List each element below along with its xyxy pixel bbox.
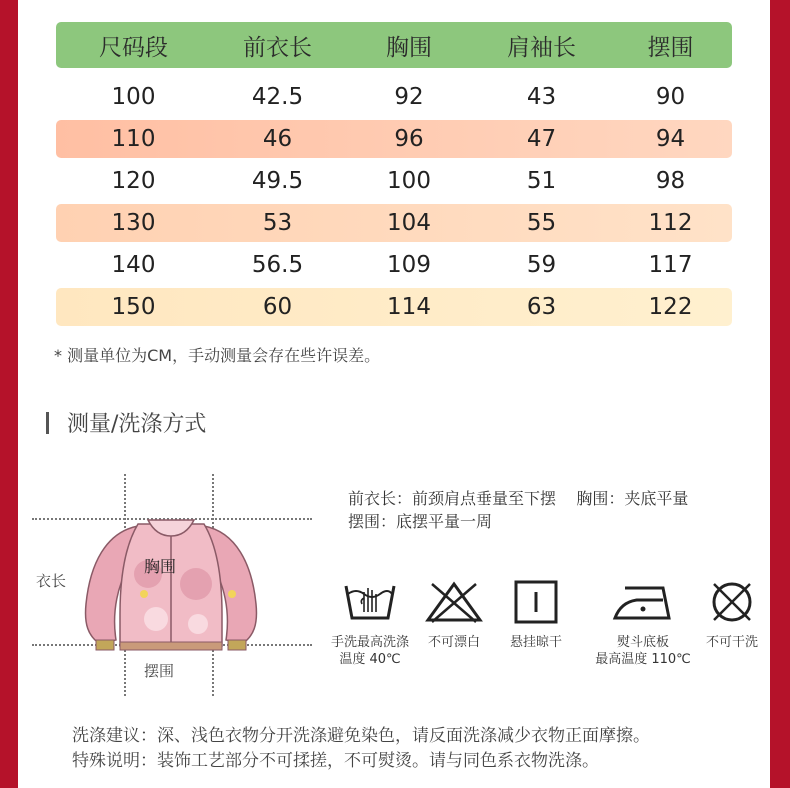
table-row xyxy=(56,120,732,158)
care-item xyxy=(330,578,410,668)
description-line xyxy=(348,510,688,533)
iron-icon xyxy=(611,578,675,624)
header-chest: 胸围 xyxy=(386,34,432,61)
table-cell: 92 xyxy=(394,84,424,110)
section-title-text: 测量/洗涤方式 xyxy=(67,412,207,437)
caption-line: 不可干洗 xyxy=(705,635,758,650)
description-text: 前衣长：前颈肩点垂量至下摆 胸围：夹底平量 xyxy=(348,489,689,508)
header-hem: 摆围 xyxy=(647,34,694,61)
table-cell: 117 xyxy=(648,252,693,278)
wash-advice-block xyxy=(72,724,650,774)
table-header xyxy=(56,22,732,68)
description-line xyxy=(348,487,688,510)
table-cell: 112 xyxy=(648,210,693,236)
table-cell: 55 xyxy=(526,210,557,236)
table-cell: 46 xyxy=(262,126,293,152)
table-cell: 42.5 xyxy=(251,84,304,110)
table-cell: 96 xyxy=(394,126,424,152)
size-table xyxy=(56,22,732,326)
table-cell: 120 xyxy=(111,168,156,194)
table-cell: 63 xyxy=(526,294,557,320)
table-cell: 49.5 xyxy=(251,168,304,194)
table-cell: 104 xyxy=(387,210,431,236)
table-cell: 109 xyxy=(387,252,431,278)
care-caption xyxy=(588,634,698,668)
caption-line: 最高温度 110℃ xyxy=(595,652,691,667)
jacket-diagram xyxy=(28,470,328,700)
measurement-note: * 测量单位为CM，手动测量会存在些许误差。 xyxy=(54,346,381,365)
care-item xyxy=(496,578,576,651)
table-cell: 51 xyxy=(526,168,557,194)
table-cell: 140 xyxy=(111,252,156,278)
size-guide-page xyxy=(18,0,770,788)
table-row xyxy=(56,162,732,200)
section-bar-icon xyxy=(46,412,49,434)
caption-line: 不可漂白 xyxy=(427,635,480,650)
care-item xyxy=(588,578,698,668)
caption-line: 手洗最高洗涤 xyxy=(330,635,409,650)
table-cell: 59 xyxy=(526,252,557,278)
length-label: 衣长 xyxy=(36,572,67,590)
table-row xyxy=(56,246,732,284)
table-cell: 98 xyxy=(655,168,686,194)
header-front-length: 前衣长 xyxy=(243,34,312,61)
table-cell: 53 xyxy=(262,210,293,236)
care-item xyxy=(414,578,494,651)
section-title xyxy=(46,407,206,438)
no-dry-clean-icon xyxy=(702,578,762,624)
table-cell: 114 xyxy=(387,294,431,320)
table-row xyxy=(56,78,732,116)
table-cell: 94 xyxy=(655,126,686,152)
table-row xyxy=(56,204,732,242)
table-cell: 60 xyxy=(262,294,293,320)
caption-line: 温度 40℃ xyxy=(339,652,401,667)
chest-label: 胸围 xyxy=(144,557,177,576)
care-caption xyxy=(330,634,410,668)
hang-dry-icon xyxy=(506,578,566,624)
hem-label: 摆围 xyxy=(144,662,175,680)
table-cell: 47 xyxy=(526,126,557,152)
table-cell: 100 xyxy=(111,84,156,110)
table-cell: 130 xyxy=(111,210,156,236)
table-cell: 150 xyxy=(111,294,156,320)
care-caption xyxy=(414,634,494,651)
header-size: 尺码段 xyxy=(99,34,168,61)
measurement-description xyxy=(348,487,688,533)
care-caption xyxy=(496,634,576,651)
table-row xyxy=(56,288,732,326)
description-text: 摆围：底摆平量一周 xyxy=(348,512,493,531)
care-item xyxy=(692,578,772,651)
special-note: 特殊说明：装饰工艺部分不可揉搓，不可熨烫。请与同色系衣物洗涤。 xyxy=(72,751,599,771)
table-cell: 110 xyxy=(111,126,156,152)
wash-advice: 洗涤建议：深、浅色衣物分开洗涤避免染色，请反面洗涤减少衣物正面摩擦。 xyxy=(72,726,650,746)
table-cell: 90 xyxy=(655,84,686,110)
table-cell: 122 xyxy=(648,294,693,320)
table-cell: 100 xyxy=(387,168,431,194)
care-icons xyxy=(330,578,758,678)
hand-wash-icon xyxy=(340,578,400,624)
header-shoulder-sleeve: 肩袖长 xyxy=(507,34,576,61)
table-cell: 43 xyxy=(526,84,557,110)
jacket-icon xyxy=(76,514,266,684)
care-caption xyxy=(692,634,772,651)
caption-line: 悬挂晾干 xyxy=(509,635,562,650)
caption-line: 熨斗底板 xyxy=(616,635,669,650)
table-cell: 56.5 xyxy=(251,252,304,278)
no-bleach-icon xyxy=(424,578,484,624)
